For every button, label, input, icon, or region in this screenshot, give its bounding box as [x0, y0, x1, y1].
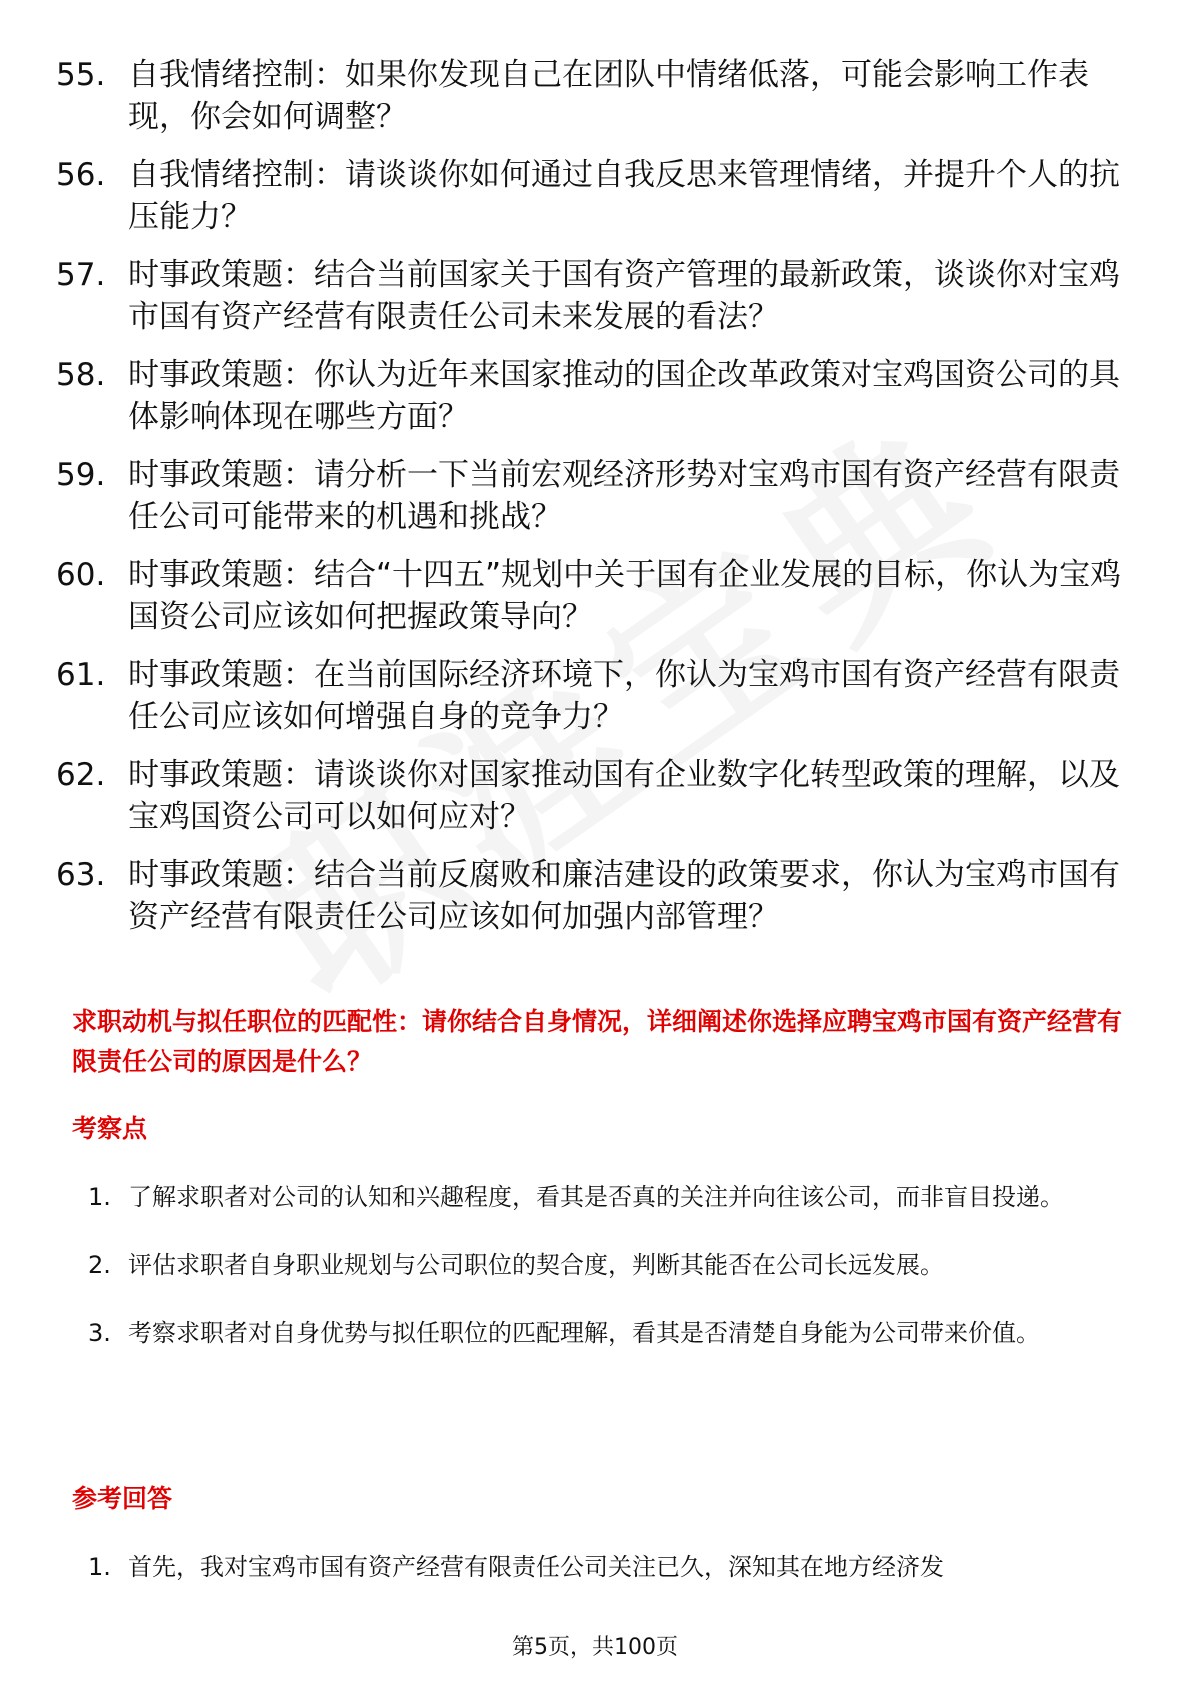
question-number: 61.: [56, 657, 106, 693]
page-footer: 第5页，共100页: [512, 1635, 678, 1660]
question-text: 时事政策题：结合当前国家关于国有资产管理的最新政策，谈谈你对宝鸡市国有资产经营有限责任公司未来发展的看法？: [128, 257, 1120, 335]
answer-text: 首先，我对宝鸡市国有资产经营有限责任公司关注已久，深知其在地方经济发: [128, 1553, 944, 1581]
question-item: [56, 554, 1136, 638]
question-text: 自我情绪控制：如果你发现自己在团队中情绪低落，可能会影响工作表现，你会如何调整？: [128, 57, 1089, 135]
point-number: 2.: [88, 1251, 111, 1279]
points-list: [88, 1170, 1128, 1374]
question-item: [56, 54, 1136, 138]
question-text: 时事政策题：你认为近年来国家推动的国企改革政策对宝鸡国资公司的具体影响体现在哪些方面？: [128, 357, 1120, 435]
point-item: [88, 1170, 1128, 1224]
answer-number: 1.: [88, 1553, 111, 1581]
question-number: 63.: [56, 857, 106, 893]
question-item: [56, 854, 1136, 938]
answers-list: [88, 1540, 1128, 1608]
question-number: 57.: [56, 257, 106, 293]
question-item: [56, 754, 1136, 838]
question-item: [56, 654, 1136, 738]
question-text: 自我情绪控制：请谈谈你如何通过自我反思来管理情绪，并提升个人的抗压能力？: [128, 157, 1120, 235]
question-number: 60.: [56, 557, 106, 593]
question-text: 时事政策题：结合“十四五”规划中关于国有企业发展的目标，你认为宝鸡国资公司应该如何把握政策导向？: [128, 557, 1122, 635]
question-number: 59.: [56, 457, 106, 493]
question-text: 时事政策题：在当前国际经济环境下，你认为宝鸡市国有资产经营有限责任公司应该如何增强自身的竞争力？: [128, 657, 1120, 735]
question-text: 时事政策题：请分析一下当前宏观经济形势对宝鸡市国有资产经营有限责任公司可能带来的机遇和挑战？: [128, 457, 1120, 535]
question-number: 56.: [56, 157, 106, 193]
question-text: 时事政策题：结合当前反腐败和廉洁建设的政策要求，你认为宝鸡市国有资产经营有限责任公司应该如何加强内部管理？: [128, 857, 1120, 935]
question-number: 62.: [56, 757, 106, 793]
question-item: [56, 354, 1136, 438]
answer-heading: 参考回答: [72, 1484, 173, 1513]
point-item: [88, 1238, 1128, 1292]
question-number: 55.: [56, 57, 106, 93]
question-number: 58.: [56, 357, 106, 393]
point-text: 评估求职者自身职业规划与公司职位的契合度，判断其能否在公司长远发展。: [128, 1251, 944, 1279]
point-item: [88, 1306, 1128, 1360]
point-text: 了解求职者对公司的认知和兴趣程度，看其是否真的关注并向往该公司，而非盲目投递。: [128, 1183, 1064, 1211]
question-text: 时事政策题：请谈谈你对国家推动国有企业数字化转型政策的理解，以及宝鸡国资公司可以如何应对？: [128, 757, 1120, 835]
points-heading: 考察点: [72, 1114, 148, 1143]
question-item: [56, 254, 1136, 338]
answer-item: [88, 1540, 1128, 1594]
question-list: [56, 54, 1136, 954]
question-item: [56, 154, 1136, 238]
point-number: 3.: [88, 1319, 111, 1347]
point-number: 1.: [88, 1183, 111, 1211]
question-item: [56, 454, 1136, 538]
point-text: 考察求职者对自身优势与拟任职位的匹配理解，看其是否清楚自身能为公司带来价值。: [128, 1319, 1040, 1347]
section-question: 求职动机与拟任职位的匹配性：请你结合自身情况，详细阐述你选择应聘宝鸡市国有资产经营有限责任公司的原因是什么？: [72, 1007, 1123, 1076]
